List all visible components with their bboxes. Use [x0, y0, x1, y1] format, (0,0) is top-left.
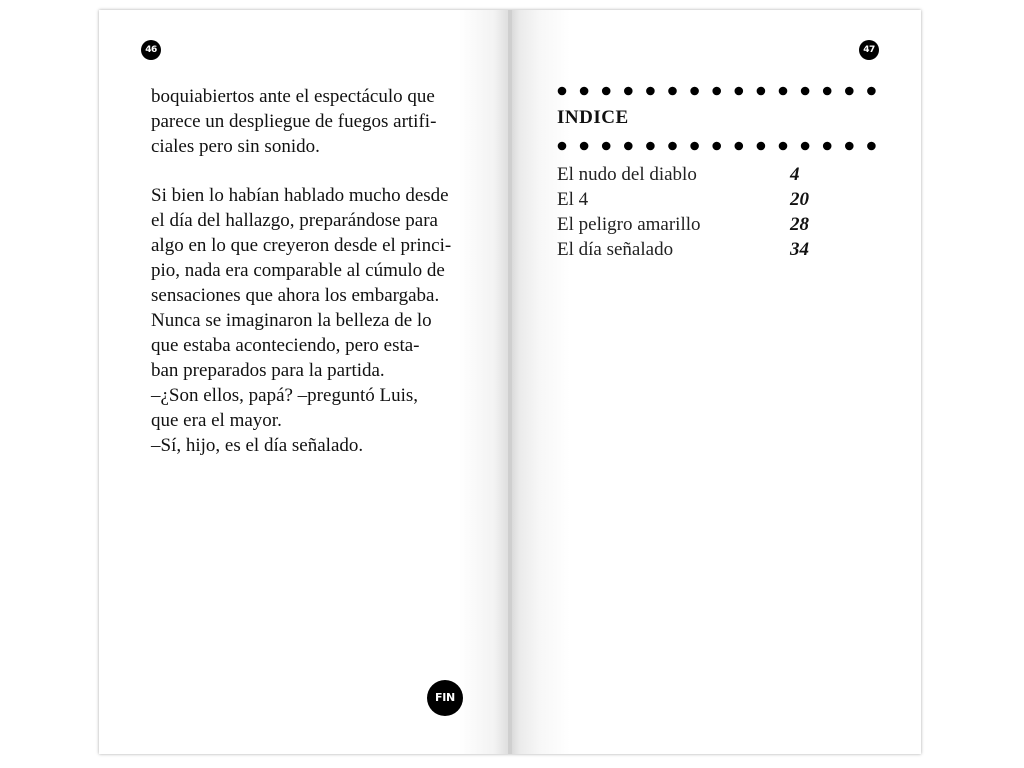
dot-row-bottom — [557, 141, 887, 151]
dot — [690, 142, 699, 151]
body-line: –¿Son ellos, papá? –preguntó Luis, — [151, 385, 419, 406]
dot — [779, 87, 788, 96]
toc-entry-page: 4 — [790, 164, 800, 185]
body-line: –Sí, hijo, es el día señalado. — [151, 435, 364, 456]
toc-entry[interactable] — [557, 214, 837, 239]
dot — [668, 142, 677, 151]
dot — [735, 142, 744, 151]
body-line: parece un despliegue de fuegos artifi- — [151, 111, 437, 132]
dot — [558, 87, 567, 96]
body-line: boquiabiertos ante el espectáculo que — [151, 86, 435, 107]
dot — [801, 87, 810, 96]
dotted-rule-bottom — [557, 141, 887, 151]
dot — [624, 142, 633, 151]
body-line: pio, nada era comparable al cúmulo de — [151, 260, 445, 281]
table-of-contents — [557, 164, 837, 264]
left-page-number: 46 — [141, 40, 161, 60]
body-line: sensaciones que ahora los embargaba. — [151, 285, 440, 306]
dot — [735, 87, 744, 96]
dot — [580, 87, 589, 96]
body-line: Nunca se imaginaron la belleza de lo — [151, 310, 432, 331]
body-line: Si bien lo habían hablado mucho desde — [151, 185, 449, 206]
toc-entry[interactable] — [557, 189, 837, 214]
toc-entry-page: 20 — [790, 189, 809, 210]
body-line: ciales pero sin sonido. — [151, 136, 320, 157]
right-page-number: 47 — [859, 40, 879, 60]
toc-entry[interactable] — [557, 239, 837, 264]
dot — [845, 87, 854, 96]
dot — [757, 87, 766, 96]
body-line: que era el mayor. — [151, 410, 282, 431]
dot — [690, 87, 699, 96]
dotted-rule-top — [557, 86, 887, 96]
toc-entry-page: 34 — [790, 239, 809, 260]
toc-entry-title: El nudo del diablo — [557, 164, 697, 185]
dot — [867, 87, 876, 96]
dot — [646, 142, 655, 151]
index-title: INDICE — [557, 107, 629, 128]
toc-entry-title: El 4 — [557, 189, 589, 210]
dot — [779, 142, 788, 151]
dot — [867, 142, 876, 151]
toc-entry-title: El peligro amarillo — [557, 214, 701, 235]
dot-row-top — [557, 86, 887, 96]
dot — [602, 142, 611, 151]
dot — [757, 142, 766, 151]
body-line: ban preparados para la partida. — [151, 360, 385, 381]
dot — [646, 87, 655, 96]
body-line: algo en lo que creyeron desde el princi- — [151, 235, 452, 256]
toc-entry-page: 28 — [790, 214, 809, 235]
dot — [712, 87, 721, 96]
dot — [558, 142, 567, 151]
dot — [668, 87, 677, 96]
fin-badge: FIN — [427, 680, 463, 716]
toc-entry-title: El día señalado — [557, 239, 674, 260]
body-line: que estaba aconteciendo, pero esta- — [151, 335, 420, 356]
dot — [823, 87, 832, 96]
dot — [823, 142, 832, 151]
body-line: el día del hallazgo, preparándose para — [151, 210, 438, 231]
dot — [624, 87, 633, 96]
dot — [580, 142, 589, 151]
toc-entry[interactable] — [557, 164, 837, 189]
left-page-body — [151, 84, 471, 458]
dot — [602, 87, 611, 96]
dot — [801, 142, 810, 151]
dot — [845, 142, 854, 151]
dot — [712, 142, 721, 151]
